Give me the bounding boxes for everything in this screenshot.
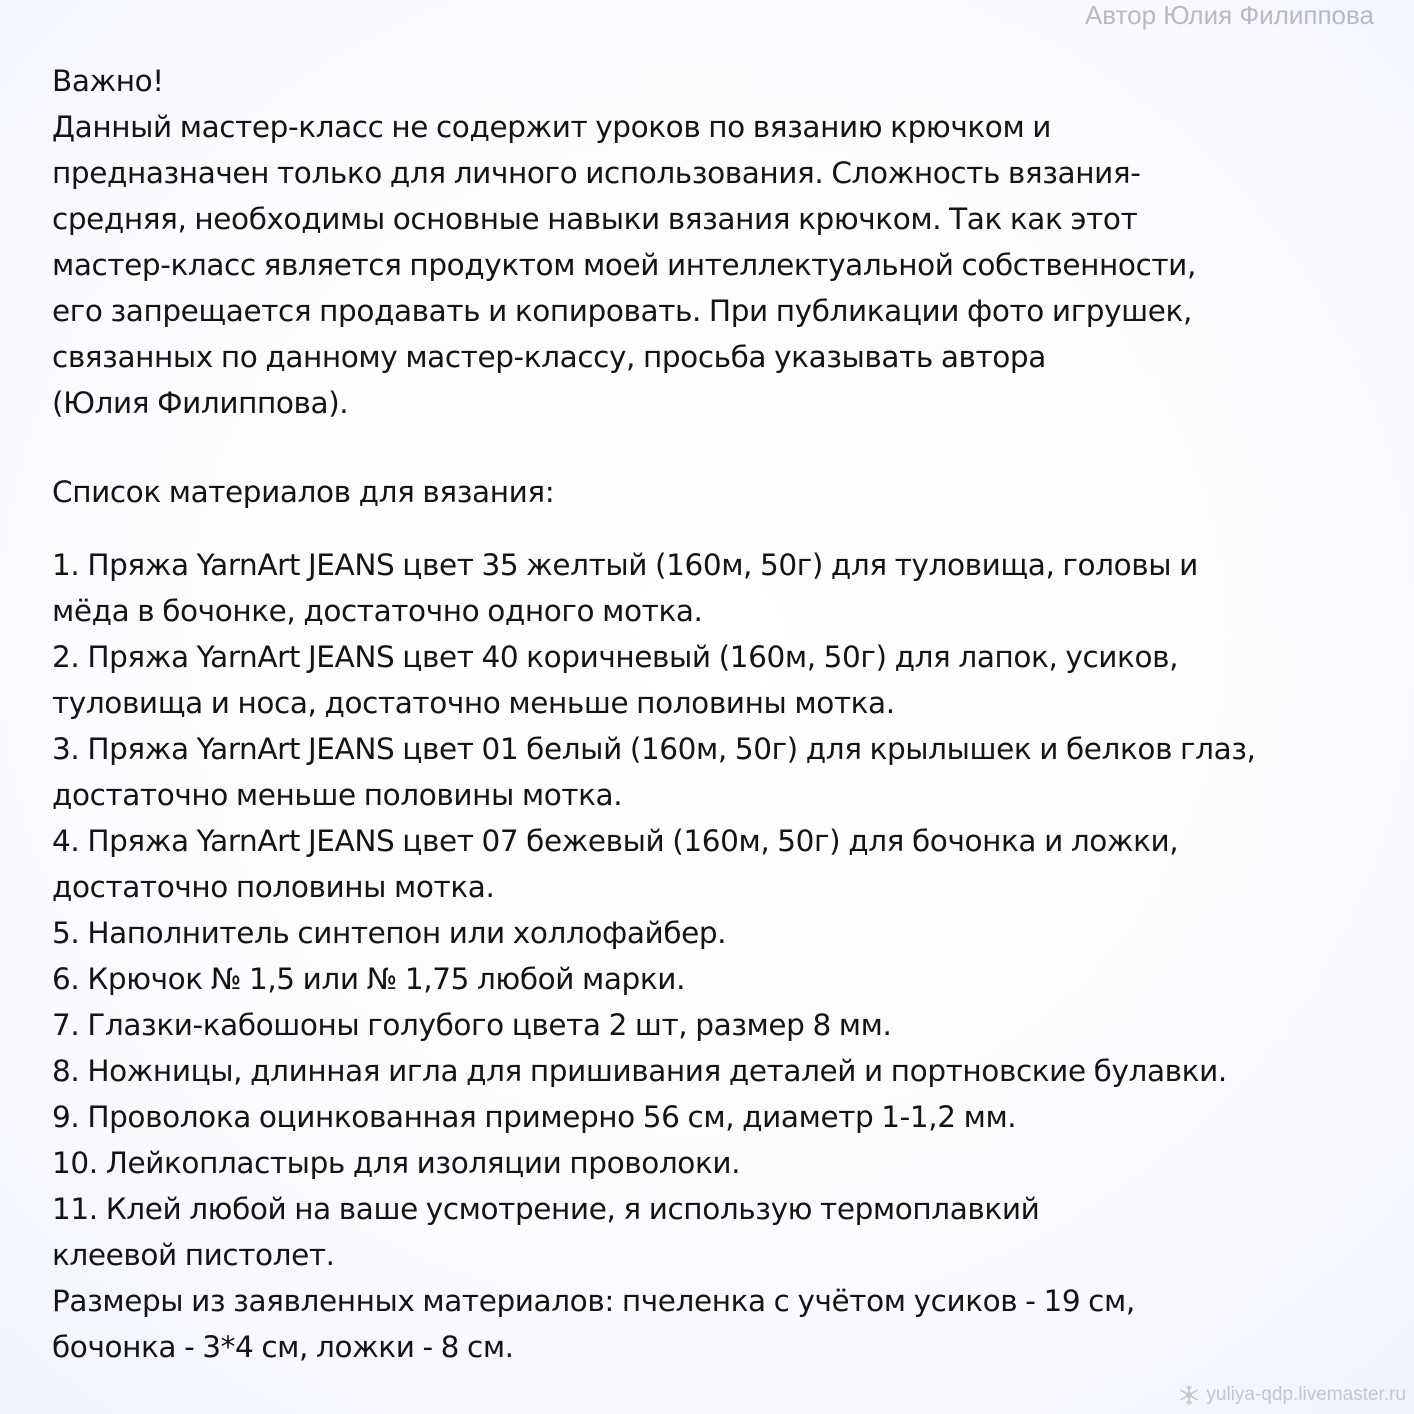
material-line: 2. Пряжа YarnArt JEANS цвет 40 коричневый (160м, 50г) для лапок, усиков, bbox=[52, 640, 1179, 674]
author-label: Автор Юлия Филиппова bbox=[1084, 0, 1374, 30]
material-line: Размеры из заявленных материалов: пчеленка с учётом усиков - 19 см, bbox=[52, 1284, 1135, 1318]
material-line: достаточно половины мотка. bbox=[52, 870, 495, 904]
spacer bbox=[52, 426, 1382, 469]
intro-line: Данный мастер-класс не содержит уроков по вязанию крючком и bbox=[52, 110, 1052, 144]
material-line: 4. Пряжа YarnArt JEANS цвет 07 бежевый (160м, 50г) для бочонка и ложки, bbox=[52, 824, 1179, 858]
intro-line: средняя, необходимы основные навыки вязания крючком. Так как этот bbox=[52, 202, 1138, 236]
watermark bbox=[1178, 1384, 1406, 1406]
material-line: достаточно меньше половины мотка. bbox=[52, 778, 623, 812]
intro-line: его запрещается продавать и копировать. При публикации фото игрушек, bbox=[52, 294, 1192, 328]
material-line: 7. Глазки-кабошоны голубого цвета 2 шт, размер 8 мм. bbox=[52, 1008, 892, 1042]
snowflake-logo-icon bbox=[1178, 1384, 1200, 1406]
material-line: 11. Клей любой на ваше усмотрение, я использую термоплавкий bbox=[52, 1192, 1040, 1226]
important-heading: Важно! bbox=[52, 64, 164, 98]
material-line: мёда в бочонке, достаточно одного мотка. bbox=[52, 594, 703, 628]
material-line: 8. Ножницы, длинная игла для пришивания деталей и портновские булавки. bbox=[52, 1054, 1227, 1088]
material-line: 6. Крючок № 1,5 или № 1,75 любой марки. bbox=[52, 962, 686, 996]
intro-line: мастер-класс является продуктом моей интеллектуальной собственности, bbox=[52, 248, 1196, 282]
material-line: 5. Наполнитель синтепон или холлофайбер. bbox=[52, 916, 727, 950]
material-line: туловища и носа, достаточно меньше половины мотка. bbox=[52, 686, 895, 720]
intro-line: связанных по данному мастер-классу, просьба указывать автора bbox=[52, 340, 1046, 374]
material-line: 9. Проволока оцинкованная примерно 56 см, диаметр 1-1,2 мм. bbox=[52, 1100, 1017, 1134]
intro-line: (Юлия Филиппова). bbox=[52, 386, 349, 420]
document-body bbox=[52, 58, 1382, 1370]
material-line: бочонка - 3*4 см, ложки - 8 см. bbox=[52, 1330, 514, 1364]
material-line: клеевой пистолет. bbox=[52, 1238, 335, 1272]
material-line: 10. Лейкопластырь для изоляции проволоки. bbox=[52, 1146, 741, 1180]
watermark-text: yuliya-qdp.livemaster.ru bbox=[1206, 1384, 1406, 1405]
materials-title: Список материалов для вязания: bbox=[52, 475, 555, 509]
material-line: 3. Пряжа YarnArt JEANS цвет 01 белый (160м, 50г) для крылышек и белков глаз, bbox=[52, 732, 1256, 766]
spacer bbox=[52, 515, 1382, 542]
material-line: 1. Пряжа YarnArt JEANS цвет 35 желтый (160м, 50г) для туловища, головы и bbox=[52, 548, 1198, 582]
intro-line: предназначен только для личного использования. Сложность вязания- bbox=[52, 156, 1141, 190]
